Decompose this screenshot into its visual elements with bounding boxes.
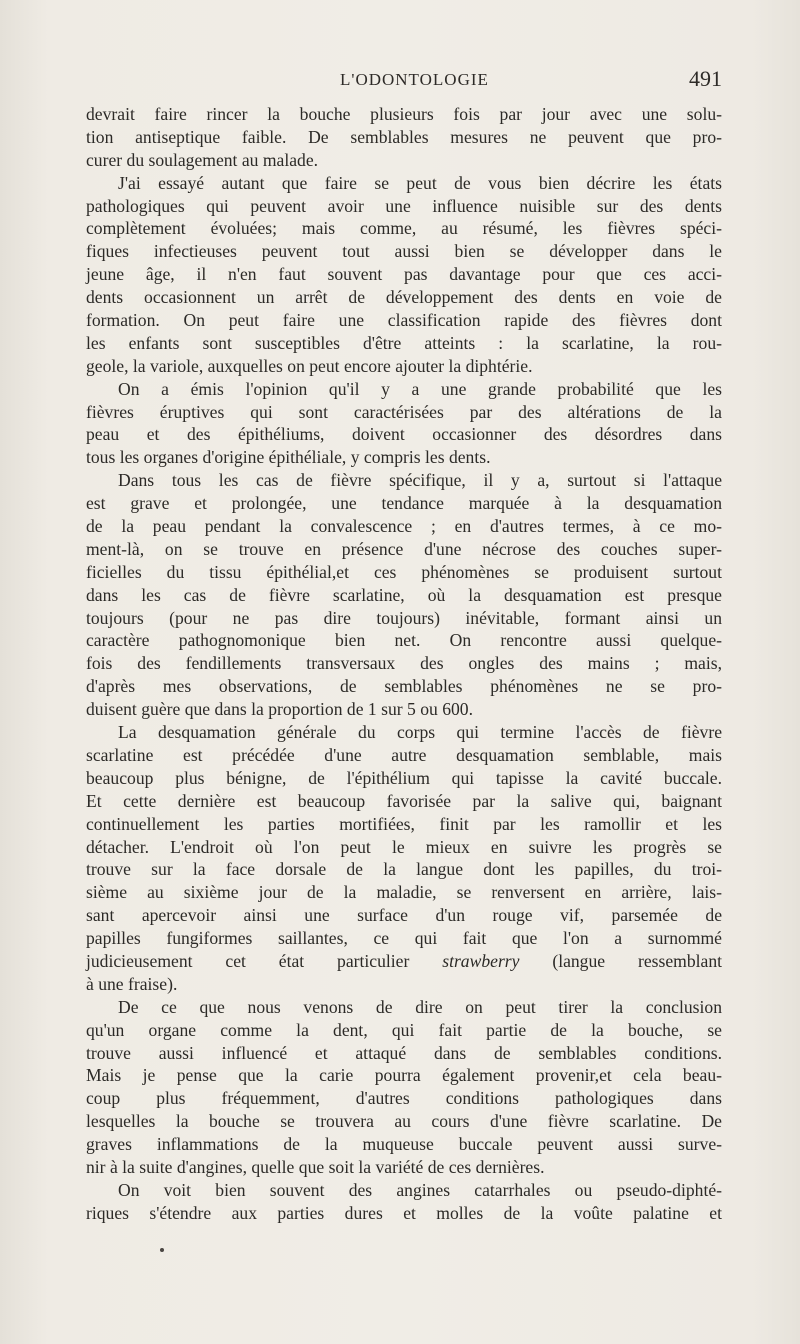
text-line — [86, 904, 722, 927]
text-line — [86, 698, 722, 721]
text-line — [86, 126, 722, 149]
text-line-content: J'ai essayé autant que faire se peut de vous bien décrire les états — [118, 172, 722, 193]
text-line — [86, 217, 722, 240]
text-line — [86, 538, 722, 561]
text-line-content: coup plus fréquemment, d'autres conditions pathologiques dans — [86, 1088, 722, 1109]
text-line-content: duisent guère que dans la proportion de 1 sur 5 ou 600. — [86, 699, 473, 720]
text-line-content: détacher. L'endroit où l'on peut le mieux en suivre les progrès se — [86, 836, 722, 857]
text-line-content: beaucoup plus bénigne, de l'épithélium qui tapisse la cavité buccale. — [86, 767, 722, 788]
text-line — [86, 996, 722, 1019]
text-line — [86, 423, 722, 446]
text-line-content: pathologiques qui peuvent avoir une influence nuisible sur des dents — [86, 195, 722, 216]
text-line — [86, 881, 722, 904]
text-line — [86, 1133, 722, 1156]
text-line — [86, 1110, 722, 1133]
text-line-content: complètement évoluées; mais comme, au résumé, les fièvres spéci- — [86, 218, 722, 239]
text-line — [86, 790, 722, 813]
text-line — [86, 652, 722, 675]
text-line-content: tous les organes d'origine épithéliale, y compris les dents. — [86, 447, 491, 468]
text-line — [86, 1156, 722, 1179]
text-line-content: Mais je pense que la carie pourra également provenir,et cela beau- — [86, 1065, 722, 1086]
text-line — [86, 1087, 722, 1110]
text-line-content: fiques infectieuses peuvent tout aussi bien se développer dans le — [86, 241, 722, 262]
text-line — [86, 1179, 722, 1202]
text-line-content: sième au sixième jour de la maladie, se renversent en arrière, lais- — [86, 882, 722, 903]
page-header — [86, 66, 722, 96]
text-line — [86, 332, 722, 355]
text-line-content: graves inflammations de la muqueuse buccale peuvent aussi surve- — [86, 1134, 722, 1155]
text-line — [86, 561, 722, 584]
text-line-content: On voit bien souvent des angines catarrhales ou pseudo-diphté- — [118, 1179, 722, 1200]
text-line — [86, 309, 722, 332]
text-line — [86, 675, 722, 698]
running-title: L'ODONTOLOGIE — [340, 70, 489, 89]
text-line — [86, 469, 722, 492]
text-line — [86, 286, 722, 309]
text-line-content: fièvres éruptives qui sont caractérisées par des altérations de la — [86, 401, 722, 422]
text-line — [86, 149, 722, 172]
text-line-content: trouve aussi influencé et attaqué dans de semblables conditions. — [86, 1042, 722, 1063]
text-line — [86, 1019, 722, 1042]
text-line-content: les enfants sont susceptibles d'être atteints : la scarlatine, la rou- — [86, 332, 722, 353]
text-line — [86, 950, 722, 973]
text-line — [86, 629, 722, 652]
text-line-content: lesquelles la bouche se trouvera au cours d'une fièvre scarlatine. De — [86, 1111, 722, 1132]
text-line — [86, 927, 722, 950]
text-line-content: dans les cas de fièvre scarlatine, où la desquamation est presque — [86, 584, 722, 605]
text-line — [86, 1042, 722, 1065]
text-line-content: continuellement les parties mortifiées, finit par les ramollir et les — [86, 813, 722, 834]
text-line-content: nir à la suite d'angines, quelle que soit la variété de ces dernières. — [86, 1156, 545, 1177]
text-line-content: papilles fungiformes saillantes, ce qui fait que l'on a surnommé — [86, 928, 722, 949]
text-line — [86, 378, 722, 401]
text-line-content: Dans tous les cas de fièvre spécifique, il y a, surtout si l'attaque — [118, 470, 722, 491]
text-line — [86, 172, 722, 195]
text-line — [86, 401, 722, 424]
text-line — [86, 767, 722, 790]
text-line-content: On a émis l'opinion qu'il y a une grande probabilité que les — [118, 378, 722, 399]
text-line — [86, 240, 722, 263]
text-line-content: à une fraise). — [86, 973, 178, 994]
text-line-content: jeune âge, il n'en faut souvent pas davantage pour que ces acci- — [86, 264, 722, 285]
text-line-content: sant apercevoir ainsi une surface d'un rouge vif, parsemée de — [86, 905, 722, 926]
text-line — [86, 744, 722, 767]
text-line-content: peau et des épithéliums, doivent occasionner des désordres dans — [86, 424, 722, 445]
text-line-content: ment-là, on se trouve en présence d'une nécrose des couches super- — [86, 538, 722, 559]
text-line — [86, 492, 722, 515]
text-line — [86, 446, 722, 469]
text-line — [86, 813, 722, 836]
text-line-content: ficielles du tissu épithélial,et ces phénomènes se produisent surtout — [86, 561, 722, 582]
text-line-content: La desquamation générale du corps qui termine l'accès de fièvre — [118, 722, 722, 743]
text-line — [86, 195, 722, 218]
body-text — [86, 103, 722, 1225]
text-line-content: curer du soulagement au malade. — [86, 149, 319, 170]
text-line — [86, 584, 722, 607]
text-line-content: d'après mes observations, de semblables phénomènes ne se pro- — [86, 676, 722, 697]
text-line-content: toujours (pour ne pas dire toujours) inévitable, formant ainsi un — [86, 607, 722, 628]
text-line-content: qu'un organe comme la dent, qui fait partie de la bouche, se — [86, 1019, 722, 1040]
text-line — [86, 1202, 722, 1225]
text-line-content: devrait faire rincer la bouche plusieurs fois par jour avec une solu- — [86, 104, 722, 124]
text-line-content: geole, la variole, auxquelles on peut encore ajouter la diphtérie. — [86, 355, 533, 376]
text-line-content: judicieusement cet état particulier — [86, 950, 443, 971]
text-line — [86, 103, 722, 126]
text-line-content: est grave et prolongée, une tendance marquée à la desquamation — [86, 493, 722, 514]
text-line-content: fois des fendillements transversaux des ongles des mains ; mais, — [86, 653, 722, 674]
text-line — [86, 836, 722, 859]
print-speck — [160, 1248, 164, 1252]
text-line — [86, 355, 722, 378]
text-line — [86, 1064, 722, 1087]
page-number: 491 — [689, 66, 722, 91]
text-line — [86, 607, 722, 630]
text-line-content: riques s'étendre aux parties dures et molles de la voûte palatine et — [86, 1202, 722, 1223]
text-line-content: De ce que nous venons de dire on peut tirer la conclusion — [118, 996, 722, 1017]
text-line-content: de la peau pendant la convalescence ; en d'autres termes, à ce mo- — [86, 516, 722, 537]
text-line-content: scarlatine est précédée d'une autre desquamation semblable, mais — [86, 744, 722, 765]
text-line — [86, 721, 722, 744]
text-line-content: dents occasionnent un arrêt de développement des dents en voie de — [86, 287, 722, 308]
text-line — [86, 263, 722, 286]
text-line — [86, 858, 722, 881]
text-line-content: Et cette dernière est beaucoup favorisée par la salive qui, baignant — [86, 790, 722, 811]
text-line-content: formation. On peut faire une classification rapide des fièvres dont — [86, 310, 722, 331]
text-line-content: tion antiseptique faible. De semblables mesures ne peuvent que pro- — [86, 126, 722, 147]
text-line — [86, 973, 722, 996]
text-line — [86, 515, 722, 538]
text-line-content: trouve sur la face dorsale de la langue dont les papilles, du troi- — [86, 859, 722, 880]
italic-term: strawberry — [442, 950, 520, 971]
text-line-continuation: (langue ressemblant — [519, 950, 722, 971]
text-line-content: caractère pathognomonique bien net. On rencontre aussi quelque- — [86, 630, 722, 651]
